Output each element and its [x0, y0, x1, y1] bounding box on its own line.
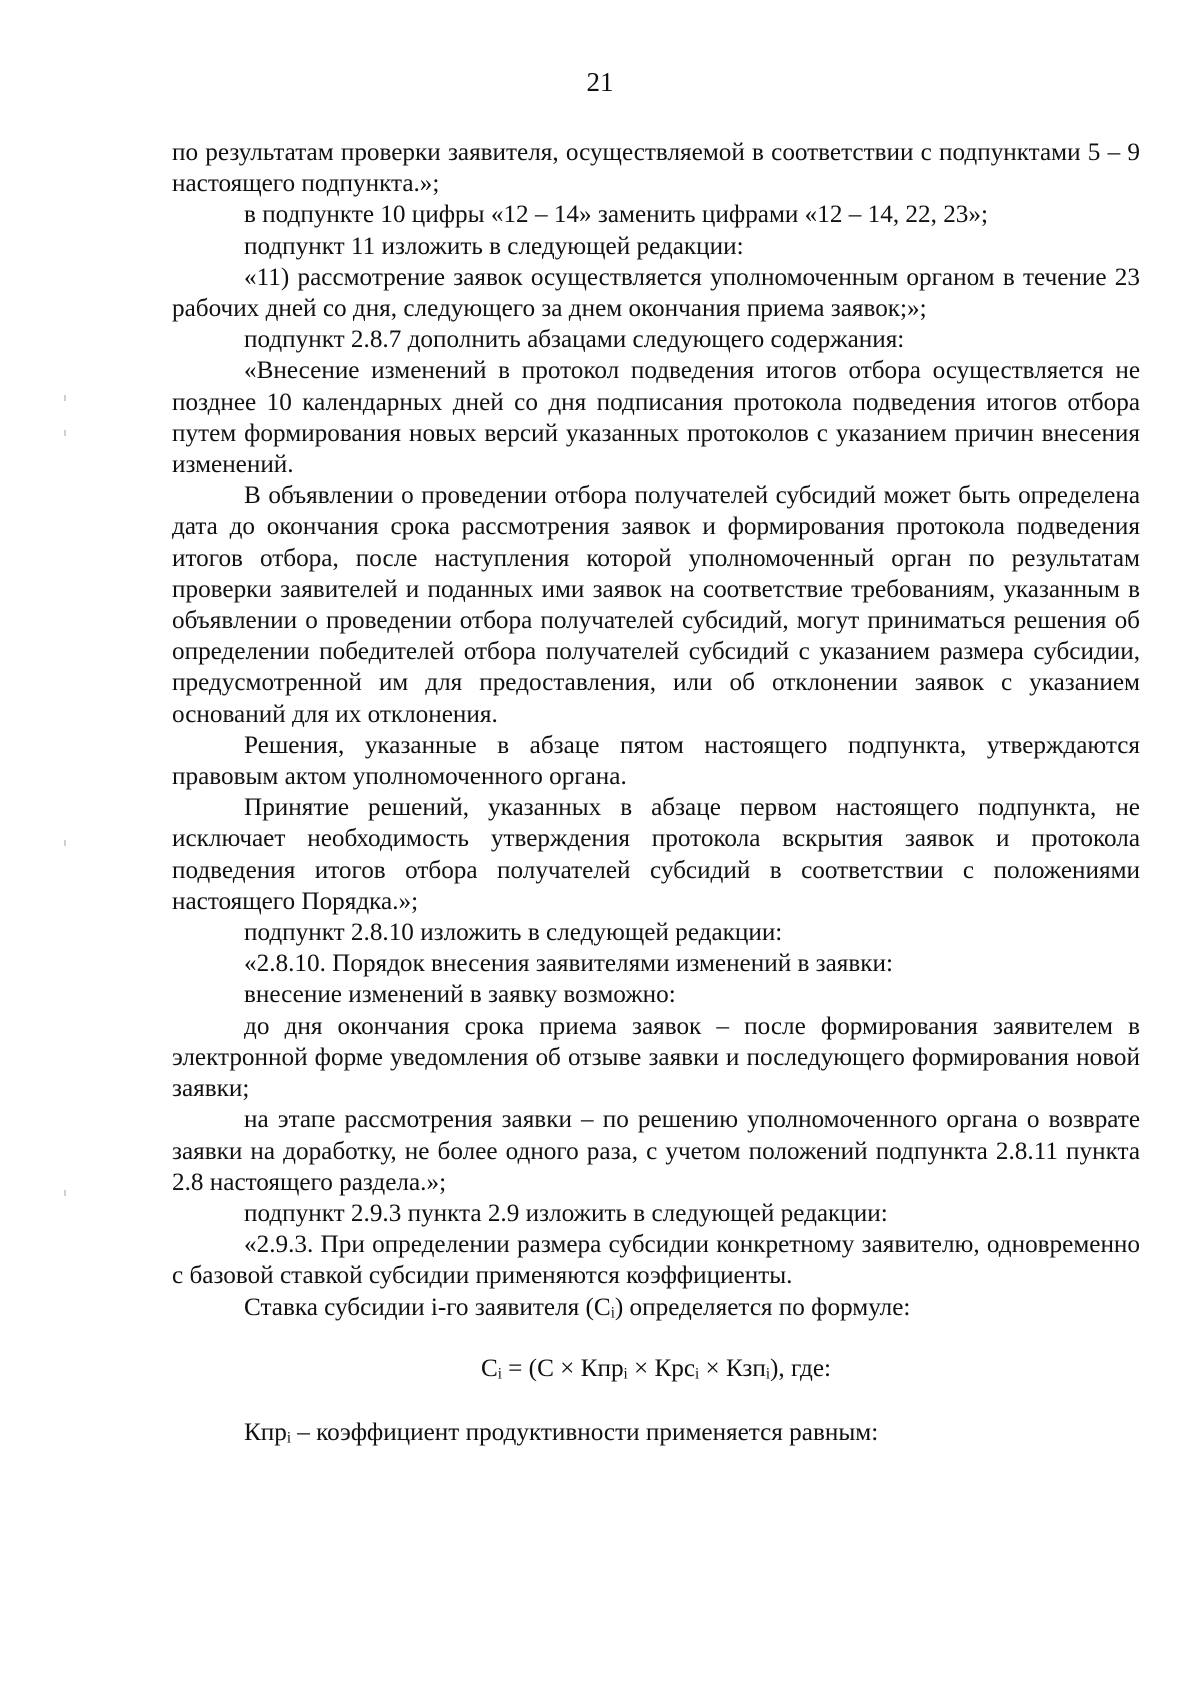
paragraph: «2.9.3. При определении размера субсидии конкретному заявителю, одновременно с базовой ставкой субсидии применяются коэффициенты. — [172, 1231, 1140, 1290]
paragraph: на этапе рассмотрения заявки – по решению уполномоченного органа о возврате заявки на доработку, не более одного раза, с учетом положений подпункта 2.8.11 пункта 2.8 настоящего раздела.»; — [172, 1106, 1140, 1196]
paragraph: по результатам проверки заявителя, осуществляемой в соответствии с подпунктами 5 – 9 настоящего подпункта.»; — [172, 139, 1140, 198]
paragraph: в подпункте 10 цифры «12 – 14» заменить цифрами «12 – 14, 22, 23»; — [244, 201, 988, 229]
paragraph: подпункт 2.9.3 пункта 2.9 изложить в следующей редакции: — [244, 1199, 888, 1227]
formula: Cᵢ = (C × Кпрᵢ × Крсᵢ × Кзпᵢ), где: — [480, 1354, 832, 1382]
paragraph: подпункт 2.8.10 изложить в следующей редакции: — [244, 919, 783, 947]
paragraph: Ставка субсидии i-го заявителя (Cᵢ) определяется по формуле: — [244, 1293, 911, 1321]
paragraph: Кпрᵢ – коэффициент продуктивности применяется равным: — [244, 1418, 879, 1446]
scan-margin-mark — [64, 840, 66, 846]
scan-margin-mark — [64, 1190, 66, 1196]
paragraph: до дня окончания срока приема заявок – после формирования заявителем в электронной форме уведомления об отзыве заявки и последующего формирования новой заявки; — [172, 1012, 1140, 1103]
paragraph: В объявлении о проведении отбора получателей субсидий может быть определена дата до окончания срока рассмотрения заявок и формирования протокола подведения итогов отбора, после наступления которой уполномоченный орган по результатам проверки заявителей и поданных ими заявок на соответствие требованиям, указанным в объявлении о проведении отбора получателей субсидий, могут приниматься решения об определении победителей отбора получателей субсидий с указанием размера субсидии, предусмотренной им для предоставления, или об отклонении заявок с указанием оснований для их отклонения. — [172, 482, 1140, 728]
scan-margin-mark — [64, 430, 66, 436]
paragraph: Решения, указанные в абзаце пятом настоящего подпункта, утверждаются правовым актом уполномоченного органа. — [172, 731, 1140, 791]
paragraph: подпункт 2.8.7 дополнить абзацами следующего содержания: — [244, 326, 905, 354]
paragraph: Принятие решений, указанных в абзаце первом настоящего подпункта, не исключает необходимость утверждения протокола вскрытия заявок и протокола подведения итогов отбора получателей субсидий в соответствии с положениями настоящего Порядка.»; — [172, 794, 1140, 915]
paragraph: «11) рассмотрение заявок осуществляется уполномоченным органом в течение 23 рабочих дней со дня, следующего за днем окончания приема заявок;»; — [172, 263, 1140, 323]
paragraph: «2.8.10. Порядок внесения заявителями изменений в заявки: — [244, 950, 893, 978]
paragraph: «Внесение изменений в протокол подведения итогов отбора осуществляется не позднее 10 календарных дней со дня подписания протокола подведения итогов отбора путем формирования новых версий указанных протоколов с указанием причин внесения изменений. — [172, 357, 1140, 479]
page-number: 21 — [586, 67, 614, 97]
paragraph: внесение изменений в заявку возможно: — [244, 981, 676, 1009]
paragraph: подпункт 11 изложить в следующей редакции: — [244, 232, 744, 260]
document-body — [172, 137, 1140, 1448]
scan-margin-mark — [64, 395, 66, 401]
